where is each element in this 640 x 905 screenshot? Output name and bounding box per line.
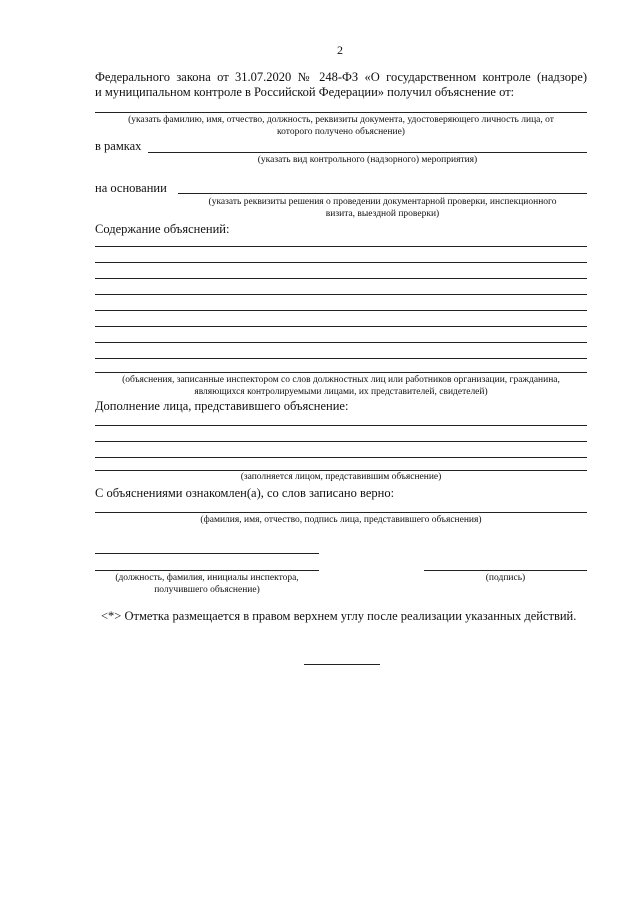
content-line[interactable] (95, 262, 587, 263)
inspector-hint-1: (должность, фамилия, инициалы инспектора, (115, 573, 299, 583)
signature-field-line[interactable] (424, 570, 587, 571)
content-hint-1: (объяснения, записанные инспектором со слов должностных лиц или работников организации, гражданина, (122, 375, 560, 385)
intro-line-2: и муниципальном контроле в Российской Федерации» получил объяснение от: (95, 85, 515, 99)
page-number: 2 (337, 43, 343, 57)
addition-line[interactable] (95, 470, 587, 471)
content-line[interactable] (95, 310, 587, 311)
person-hint-2: которого получено объяснение) (277, 127, 405, 137)
framework-hint: (указать вид контрольного (надзорного) мероприятия) (257, 155, 478, 165)
inspector-field-line[interactable] (95, 553, 319, 554)
inspector-hint-2: получившего объяснение) (154, 585, 260, 595)
basis-hint-2: визита, выездной проверки) (325, 209, 440, 219)
footnote: <*> Отметка размещается в правом верхнем углу после реализации указанных действий. (101, 609, 577, 623)
content-heading: Содержание объяснений: (95, 222, 230, 236)
basis-hint-1: (указать реквизиты решения о проведении документарной проверки, инспекционного (208, 197, 557, 207)
basis-field-line[interactable] (178, 193, 587, 194)
end-separator (304, 664, 380, 665)
addition-line[interactable] (95, 457, 587, 458)
content-hint-2: являющихся контролируемыми лицами, их представителей, свидетелей) (194, 387, 488, 397)
intro-line-1: Федерального закона от 31.07.2020 № 248-ФЗ «О государственном контроле (надзоре) (95, 70, 587, 84)
addition-line[interactable] (95, 425, 587, 426)
content-line[interactable] (95, 294, 587, 295)
content-line[interactable] (95, 246, 587, 247)
content-line[interactable] (95, 326, 587, 327)
content-line[interactable] (95, 372, 587, 373)
basis-label: на основании (95, 181, 167, 195)
acknowledged-heading: С объяснениями ознакомлен(а), со слов записано верно: (95, 486, 395, 500)
framework-field-line[interactable] (148, 152, 587, 153)
framework-label: в рамках (95, 139, 142, 153)
inspector-field-line[interactable] (95, 570, 319, 571)
addition-line[interactable] (95, 441, 587, 442)
addition-hint: (заполняется лицом, представившим объяснение) (240, 472, 442, 482)
content-line[interactable] (95, 358, 587, 359)
addition-heading: Дополнение лица, представившего объяснение: (95, 399, 349, 413)
acknowledged-field-line[interactable] (95, 512, 587, 513)
person-field-line[interactable] (95, 112, 587, 113)
acknowledged-hint: (фамилия, имя, отчество, подпись лица, представившего объяснения) (200, 515, 482, 525)
person-hint-1: (указать фамилию, имя, отчество, должность, реквизиты документа, удостоверяющего личность лица, от (128, 115, 554, 125)
signature-hint: (подпись) (485, 573, 526, 583)
content-line[interactable] (95, 278, 587, 279)
content-line[interactable] (95, 342, 587, 343)
